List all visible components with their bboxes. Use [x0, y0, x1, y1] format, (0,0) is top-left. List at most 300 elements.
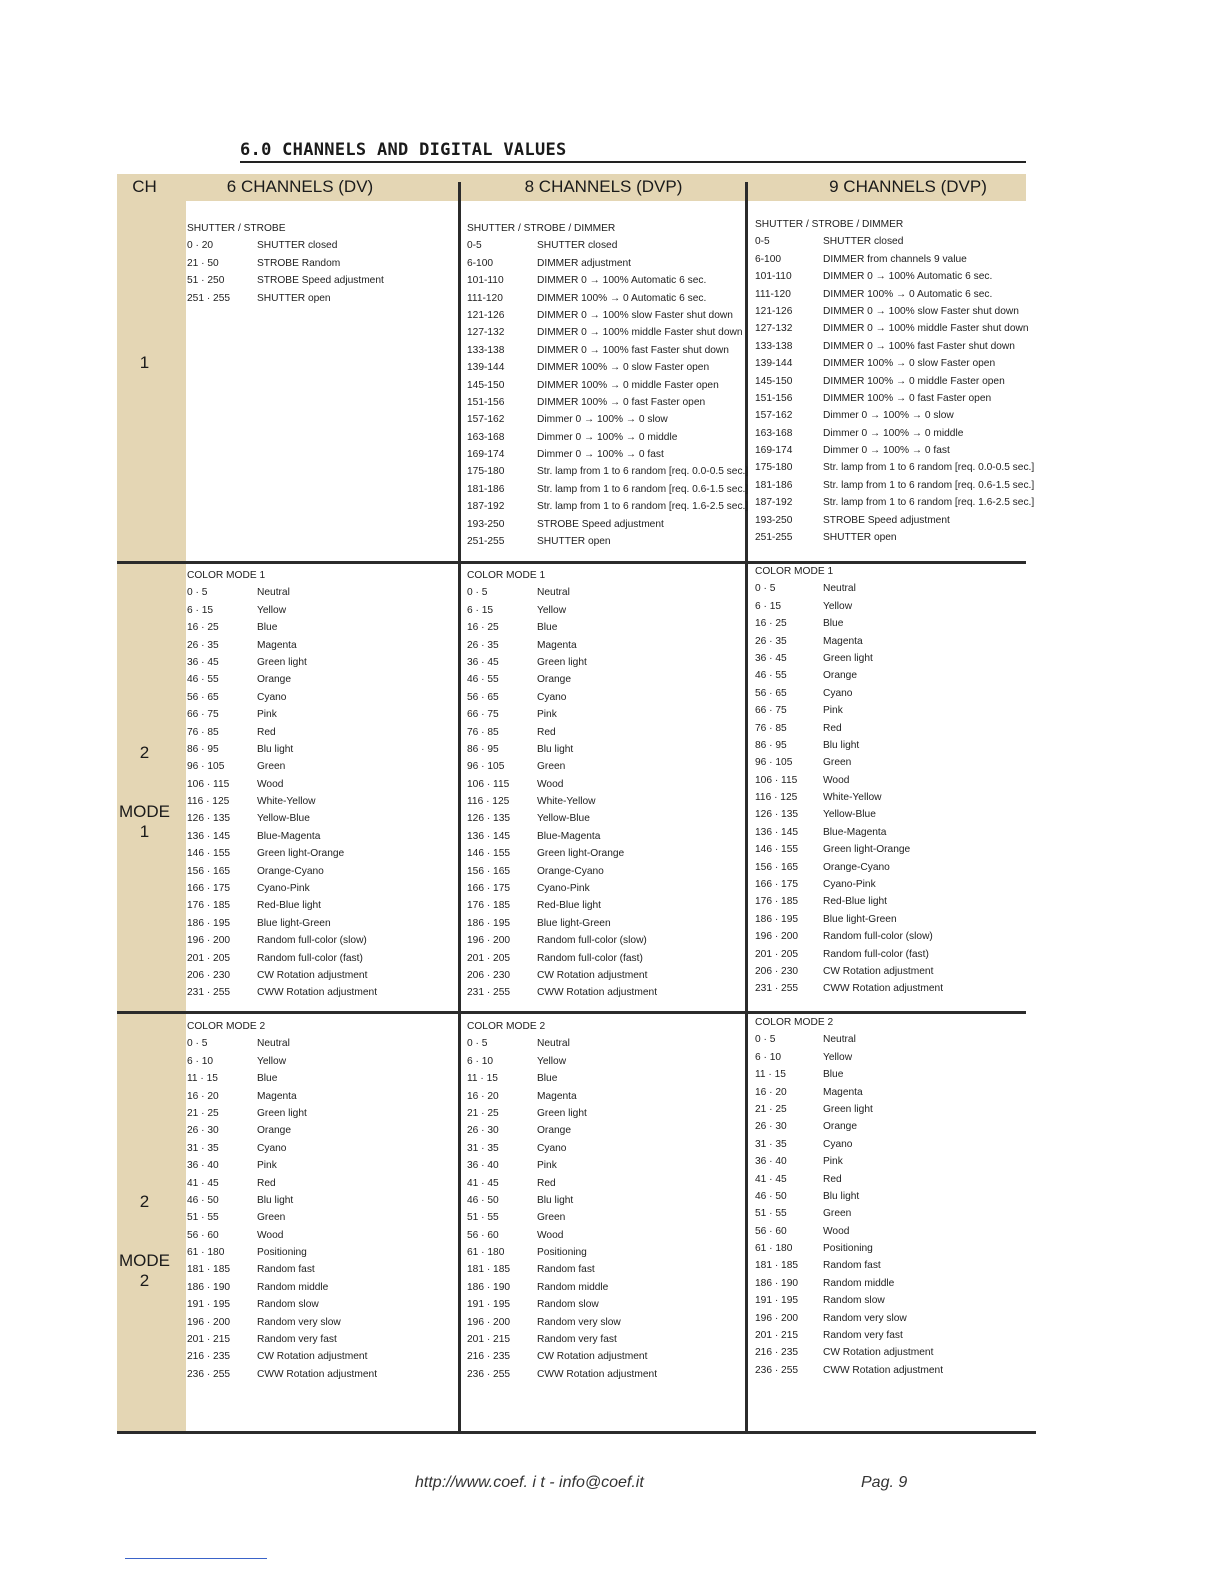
function-label: Red [537, 1177, 556, 1189]
function-label: Positioning [823, 1243, 873, 1255]
dmx-range: 31 · 35 [755, 1138, 787, 1150]
dmx-range: 157-162 [755, 410, 793, 422]
dmx-range: 16 · 20 [187, 1090, 219, 1102]
function-label: Orange-Cyano [257, 865, 324, 877]
dmx-range: 36 · 45 [187, 656, 219, 668]
value-row [755, 1310, 1025, 1327]
value-row [187, 1261, 455, 1278]
page-title: 6.0 CHANNELS AND DIGITAL VALUES [240, 140, 1026, 163]
dmx-range: 41 · 45 [467, 1177, 499, 1189]
dmx-range: 116 · 125 [755, 792, 798, 804]
dmx-range: 6-100 [755, 253, 782, 265]
dmx-range: 201 · 215 [467, 1334, 511, 1346]
dmx-range: 163-168 [467, 431, 505, 443]
value-row [755, 477, 1035, 494]
function-label: Wood [257, 778, 284, 790]
function-label: Yellow-Blue [257, 813, 310, 825]
function-label: STROBE Speed adjustment [257, 275, 384, 287]
value-row [467, 342, 743, 359]
dmx-range: 66 · 75 [755, 705, 787, 717]
dmx-range: 186 · 190 [755, 1277, 799, 1289]
dmx-range: 86 · 95 [187, 743, 219, 755]
value-row [187, 1157, 455, 1174]
value-row [467, 481, 749, 498]
dmx-range: 16 · 20 [467, 1090, 499, 1102]
function-label: CW Rotation adjustment [257, 969, 368, 981]
function-label: SHUTTER closed [537, 240, 618, 252]
value-row [187, 880, 455, 897]
function-label: Dimmer 0 → 100% → 0 middle [823, 427, 964, 439]
function-label: Random full-color (fast) [537, 952, 643, 964]
dmx-range: 21 · 50 [187, 257, 219, 269]
block-shutter-9ch [755, 216, 1035, 546]
value-row [755, 442, 1025, 459]
function-label: Cyano [823, 687, 853, 699]
function-label: Pink [257, 1160, 277, 1172]
function-label: Pink [823, 1156, 843, 1168]
function-label: Pink [537, 709, 557, 721]
value-row [755, 806, 1025, 823]
dmx-range: 46 · 50 [467, 1194, 499, 1206]
row-label-mode-number: 2 [139, 1271, 150, 1290]
value-row [467, 290, 743, 307]
value-row [187, 1348, 455, 1365]
dmx-range: 6 · 10 [755, 1051, 782, 1063]
value-row [187, 1140, 455, 1157]
value-row [755, 303, 1025, 320]
function-label: Cyano-Pink [537, 883, 590, 895]
header-ch: CH [132, 177, 157, 196]
function-label: Red [823, 1173, 842, 1185]
dmx-range: 16 · 25 [755, 618, 787, 630]
dmx-range: 139-144 [467, 362, 505, 374]
row-label-2: 2 [139, 743, 150, 762]
function-label: Str. lamp from 1 to 6 random [req. 1.6-2.5 sec.] [823, 497, 1035, 509]
function-label: CWW Rotation adjustment [257, 1368, 378, 1380]
dmx-range: 201 · 205 [467, 952, 511, 964]
function-label: DIMMER 0 → 100% Automatic 6 sec. [823, 271, 993, 283]
value-row [755, 737, 1025, 754]
value-row [467, 463, 749, 480]
function-label: Blu light [823, 739, 860, 751]
value-row [467, 776, 743, 793]
value-row [755, 373, 1025, 390]
function-label: Green light [257, 656, 307, 668]
dmx-range: 76 · 85 [755, 722, 787, 734]
function-label: CW Rotation adjustment [823, 965, 934, 977]
value-row [755, 1049, 1025, 1066]
row-label-mode: MODE [119, 802, 170, 821]
function-label: CWW Rotation adjustment [537, 1368, 658, 1380]
value-row [187, 1192, 455, 1209]
dmx-range: 236 · 255 [187, 1368, 231, 1380]
function-label: Random slow [537, 1299, 599, 1311]
function-label: Cyano [823, 1138, 853, 1150]
function-label: Yellow [823, 600, 853, 612]
dmx-range: 127-132 [467, 327, 505, 339]
block-title: COLOR MODE 2 [467, 1021, 546, 1032]
function-label: Random very slow [823, 1312, 907, 1324]
dmx-range: 201 · 215 [187, 1334, 231, 1346]
dmx-range: 216 · 235 [187, 1351, 231, 1363]
dmx-range: 61 · 180 [187, 1247, 225, 1259]
value-row [187, 1088, 455, 1105]
footer-contact: http://www.coef. i t - info@coef.it [415, 1474, 644, 1491]
dmx-range: 206 · 230 [467, 969, 511, 981]
value-row [467, 1175, 743, 1192]
value-row [467, 654, 743, 671]
dmx-range: 121-126 [467, 309, 505, 321]
function-label: Green [823, 757, 852, 769]
function-label: CW Rotation adjustment [823, 1347, 934, 1359]
dmx-range: 201 · 215 [755, 1330, 799, 1342]
dmx-range: 186 · 190 [467, 1281, 511, 1293]
dmx-range: 181 · 185 [755, 1260, 799, 1272]
value-row [187, 255, 455, 272]
dmx-range: 136 · 145 [467, 830, 511, 842]
function-label: Magenta [537, 639, 577, 651]
value-row [755, 1257, 1025, 1274]
dmx-range: 21 · 25 [467, 1107, 499, 1119]
function-label: Green light [257, 1107, 307, 1119]
value-row [187, 828, 455, 845]
dmx-range: 46 · 50 [755, 1190, 787, 1202]
value-row [187, 741, 455, 758]
function-label: Random full-color (slow) [823, 931, 933, 943]
function-label: Positioning [537, 1247, 587, 1259]
value-row [467, 828, 743, 845]
value-row [755, 772, 1025, 789]
value-row [467, 1314, 743, 1331]
value-row [755, 789, 1025, 806]
dmx-range: 6-100 [467, 257, 494, 269]
function-label: STROBE Speed adjustment [823, 514, 950, 526]
value-row [755, 980, 1025, 997]
dmx-range: 176 · 185 [187, 900, 231, 912]
value-row [467, 1053, 743, 1070]
value-row [467, 377, 743, 394]
function-label: Green [257, 761, 286, 773]
value-row [187, 897, 455, 914]
value-row [187, 637, 455, 654]
value-row [187, 584, 455, 601]
value-row [755, 286, 1025, 303]
function-label: Str. lamp from 1 to 6 random [req. 0.6-1.5 sec.] [537, 483, 749, 495]
function-label: Wood [823, 774, 850, 786]
value-row [187, 1244, 455, 1261]
function-label: Blue light-Green [823, 913, 897, 925]
value-row [467, 1331, 743, 1348]
function-label: Green [537, 761, 566, 773]
value-row [755, 1344, 1025, 1361]
value-row [467, 1366, 743, 1383]
dmx-range: 193-250 [467, 518, 505, 530]
function-label: Pink [537, 1160, 557, 1172]
dmx-range: 76 · 85 [467, 726, 499, 738]
dmx-range: 191 · 195 [755, 1295, 799, 1307]
function-label: Magenta [257, 639, 297, 651]
function-label: Blue-Magenta [257, 830, 321, 842]
dmx-range: 61 · 180 [467, 1247, 505, 1259]
value-row [467, 880, 743, 897]
dmx-range: 186 · 190 [187, 1281, 231, 1293]
value-row [755, 1240, 1025, 1257]
value-row [187, 724, 455, 741]
dmx-range: 251-255 [755, 532, 793, 544]
value-row [467, 498, 749, 515]
function-label: Neutral [257, 1038, 290, 1050]
value-row [755, 268, 1025, 285]
function-label: SHUTTER closed [823, 236, 904, 248]
function-label: Red-Blue light [823, 896, 887, 908]
value-row [467, 602, 743, 619]
function-label: Green light [537, 1107, 587, 1119]
function-label: Blue [257, 622, 278, 634]
function-label: Random slow [257, 1299, 319, 1311]
value-row [467, 255, 743, 272]
value-row [755, 338, 1025, 355]
dmx-range: 6 · 15 [755, 600, 782, 612]
value-row [755, 615, 1025, 632]
function-label: Dimmer 0 → 100% → 0 slow [537, 414, 668, 426]
function-label: Blu light [537, 1194, 574, 1206]
function-label: Red [257, 726, 276, 738]
function-label: Green light-Orange [257, 848, 345, 860]
function-label: Dimmer 0 → 100% → 0 middle [537, 431, 678, 443]
value-row [187, 1070, 455, 1087]
value-row [187, 810, 455, 827]
row-label-1: 1 [139, 353, 150, 372]
value-row [755, 390, 1025, 407]
dmx-range: 169-174 [755, 445, 793, 457]
value-row [755, 598, 1025, 615]
function-label: Random full-color (slow) [257, 935, 367, 947]
function-label: Orange [257, 674, 291, 686]
function-label: Random fast [537, 1264, 595, 1276]
value-row [467, 1122, 743, 1139]
value-row [467, 1105, 743, 1122]
function-label: Str. lamp from 1 to 6 random [req. 1.6-2.5 sec.] [537, 501, 749, 513]
dmx-range: 186 · 195 [755, 913, 799, 925]
dmx-range: 31 · 35 [467, 1142, 499, 1154]
footer-page-number: Pag. 9 [861, 1474, 908, 1491]
value-row [187, 671, 455, 688]
value-row [467, 1227, 743, 1244]
value-row [755, 1118, 1025, 1135]
function-label: Red [537, 726, 556, 738]
value-row [467, 1296, 743, 1313]
value-row [755, 1188, 1025, 1205]
function-label: Blue light-Green [257, 917, 331, 929]
value-row [187, 1122, 455, 1139]
value-row [467, 758, 743, 775]
dmx-range: 236 · 255 [467, 1368, 511, 1380]
value-row [755, 425, 1025, 442]
function-label: Yellow-Blue [823, 809, 876, 821]
value-row [755, 1084, 1025, 1101]
value-row [187, 758, 455, 775]
value-row [187, 1279, 455, 1296]
function-label: Cyano [537, 1142, 567, 1154]
function-label: Random full-color (fast) [257, 952, 363, 964]
function-label: Orange [257, 1125, 291, 1137]
function-label: Blu light [537, 743, 574, 755]
function-label: CW Rotation adjustment [537, 969, 648, 981]
dmx-range: 136 · 145 [187, 830, 231, 842]
dmx-range: 86 · 95 [467, 743, 499, 755]
dmx-range: 111-120 [755, 288, 791, 300]
function-label: DIMMER 100% → 0 slow Faster open [823, 358, 996, 370]
value-row [187, 654, 455, 671]
value-row [467, 272, 743, 289]
value-row [467, 845, 743, 862]
function-label: Random middle [257, 1281, 329, 1293]
function-label: Blue light-Green [537, 917, 611, 929]
function-label: Green light-Orange [823, 844, 911, 856]
block-color-mode1-8ch [467, 567, 743, 1002]
block-color-mode2-9ch [755, 1014, 1025, 1379]
row-label-mode: MODE [119, 1251, 170, 1270]
dmx-range: 6 · 10 [187, 1055, 214, 1067]
value-row [467, 793, 743, 810]
dmx-range: 26 · 30 [755, 1121, 787, 1133]
dmx-range: 196 · 200 [187, 1316, 231, 1328]
function-label: STROBE Random [257, 257, 341, 269]
dmx-range: 146 · 155 [755, 844, 799, 856]
block-title: SHUTTER / STROBE / DIMMER [755, 219, 904, 230]
dmx-range: 133-138 [755, 340, 793, 352]
value-row [755, 529, 1025, 546]
value-row [755, 702, 1025, 719]
function-label: Str. lamp from 1 to 6 random [req. 0.0-0.5 sec.] [823, 462, 1035, 474]
dmx-range: 56 · 60 [755, 1225, 787, 1237]
dmx-range: 187-192 [755, 497, 793, 509]
function-label: Random very fast [823, 1330, 903, 1342]
value-row [467, 359, 743, 376]
dmx-range: 206 · 230 [755, 965, 799, 977]
function-label: Green light [823, 652, 873, 664]
value-row [755, 824, 1025, 841]
value-row [755, 1066, 1025, 1083]
block-title: COLOR MODE 2 [755, 1017, 834, 1028]
dmx-range: 51 · 250 [187, 275, 225, 287]
value-row [467, 1070, 743, 1087]
dmx-range: 0 · 5 [467, 1038, 488, 1050]
dmx-range: 76 · 85 [187, 726, 219, 738]
function-label: Blu light [257, 743, 294, 755]
dmx-range: 187-192 [467, 501, 505, 513]
function-label: Orange [537, 674, 571, 686]
dmx-range: 133-138 [467, 344, 505, 356]
function-label: Green [823, 1208, 852, 1220]
dmx-range: 101-110 [755, 271, 792, 283]
value-row [467, 1261, 743, 1278]
dmx-range: 6 · 15 [467, 604, 494, 616]
value-row [755, 946, 1025, 963]
value-row [755, 1171, 1025, 1188]
dmx-range: 231 · 255 [755, 983, 799, 995]
dmx-range: 231 · 255 [467, 987, 511, 999]
dmx-range: 139-144 [755, 358, 793, 370]
value-row [755, 512, 1025, 529]
dmx-range: 156 · 165 [755, 861, 799, 873]
value-row [467, 1192, 743, 1209]
dmx-range: 51 · 55 [467, 1212, 499, 1224]
dmx-range: 176 · 185 [467, 900, 511, 912]
value-row [755, 859, 1025, 876]
function-label: Str. lamp from 1 to 6 random [req. 0.0-0.5 sec.] [537, 466, 749, 478]
value-row [755, 650, 1025, 667]
dmx-range: 206 · 230 [187, 969, 231, 981]
function-label: Cyano [257, 1142, 287, 1154]
value-row [467, 1140, 743, 1157]
value-row [467, 637, 743, 654]
dmx-range: 56 · 65 [755, 687, 787, 699]
dmx-range: 166 · 175 [187, 883, 231, 895]
function-label: Orange-Cyano [537, 865, 604, 877]
function-label: CWW Rotation adjustment [823, 983, 944, 995]
function-label: SHUTTER open [257, 292, 331, 304]
value-row [467, 1279, 743, 1296]
function-label: Random fast [257, 1264, 315, 1276]
dmx-range: 106 · 115 [467, 778, 510, 790]
value-row [467, 1209, 743, 1226]
value-row [187, 845, 455, 862]
value-row [755, 720, 1025, 737]
value-row [467, 411, 743, 428]
value-row [187, 967, 455, 984]
function-label: Neutral [257, 587, 290, 599]
value-row [755, 876, 1025, 893]
value-row [755, 1101, 1025, 1118]
dmx-range: 21 · 25 [755, 1103, 787, 1115]
value-row [187, 1209, 455, 1226]
value-row [467, 237, 743, 254]
dmx-range: 175-180 [467, 466, 505, 478]
value-row [187, 1314, 455, 1331]
dmx-range: 146 · 155 [187, 848, 231, 860]
value-row [467, 741, 743, 758]
function-label: Random very fast [257, 1334, 337, 1346]
function-label: Wood [537, 778, 564, 790]
dmx-range: 191 · 195 [187, 1299, 231, 1311]
dmx-range: 186 · 195 [187, 917, 231, 929]
value-row [755, 233, 1025, 250]
value-row [755, 494, 1035, 511]
dmx-range: 145-150 [467, 379, 505, 391]
value-row [755, 580, 1025, 597]
dmx-range: 196 · 200 [755, 1312, 799, 1324]
row-label-mode-number: 1 [139, 822, 150, 841]
function-label: DIMMER 100% → 0 fast Faster open [537, 396, 706, 408]
value-row [755, 633, 1025, 650]
dmx-range: 191 · 195 [467, 1299, 511, 1311]
function-label: DIMMER 0 → 100% middle Faster shut down [537, 327, 743, 339]
function-label: Magenta [823, 1086, 863, 1098]
block-color-mode2-6ch [187, 1018, 455, 1383]
function-label: Neutral [823, 1034, 856, 1046]
dmx-range: 6 · 10 [467, 1055, 494, 1067]
value-row [467, 394, 743, 411]
dmx-range: 51 · 55 [187, 1212, 219, 1224]
function-label: Dimmer 0 → 100% → 0 fast [537, 449, 664, 461]
function-label: Neutral [823, 583, 856, 595]
dmx-range: 193-250 [755, 514, 793, 526]
function-label: DIMMER 100% → 0 Automatic 6 sec. [537, 292, 707, 304]
function-label: Red-Blue light [537, 900, 601, 912]
dmx-range: 41 · 45 [755, 1173, 787, 1185]
function-label: Magenta [823, 635, 863, 647]
